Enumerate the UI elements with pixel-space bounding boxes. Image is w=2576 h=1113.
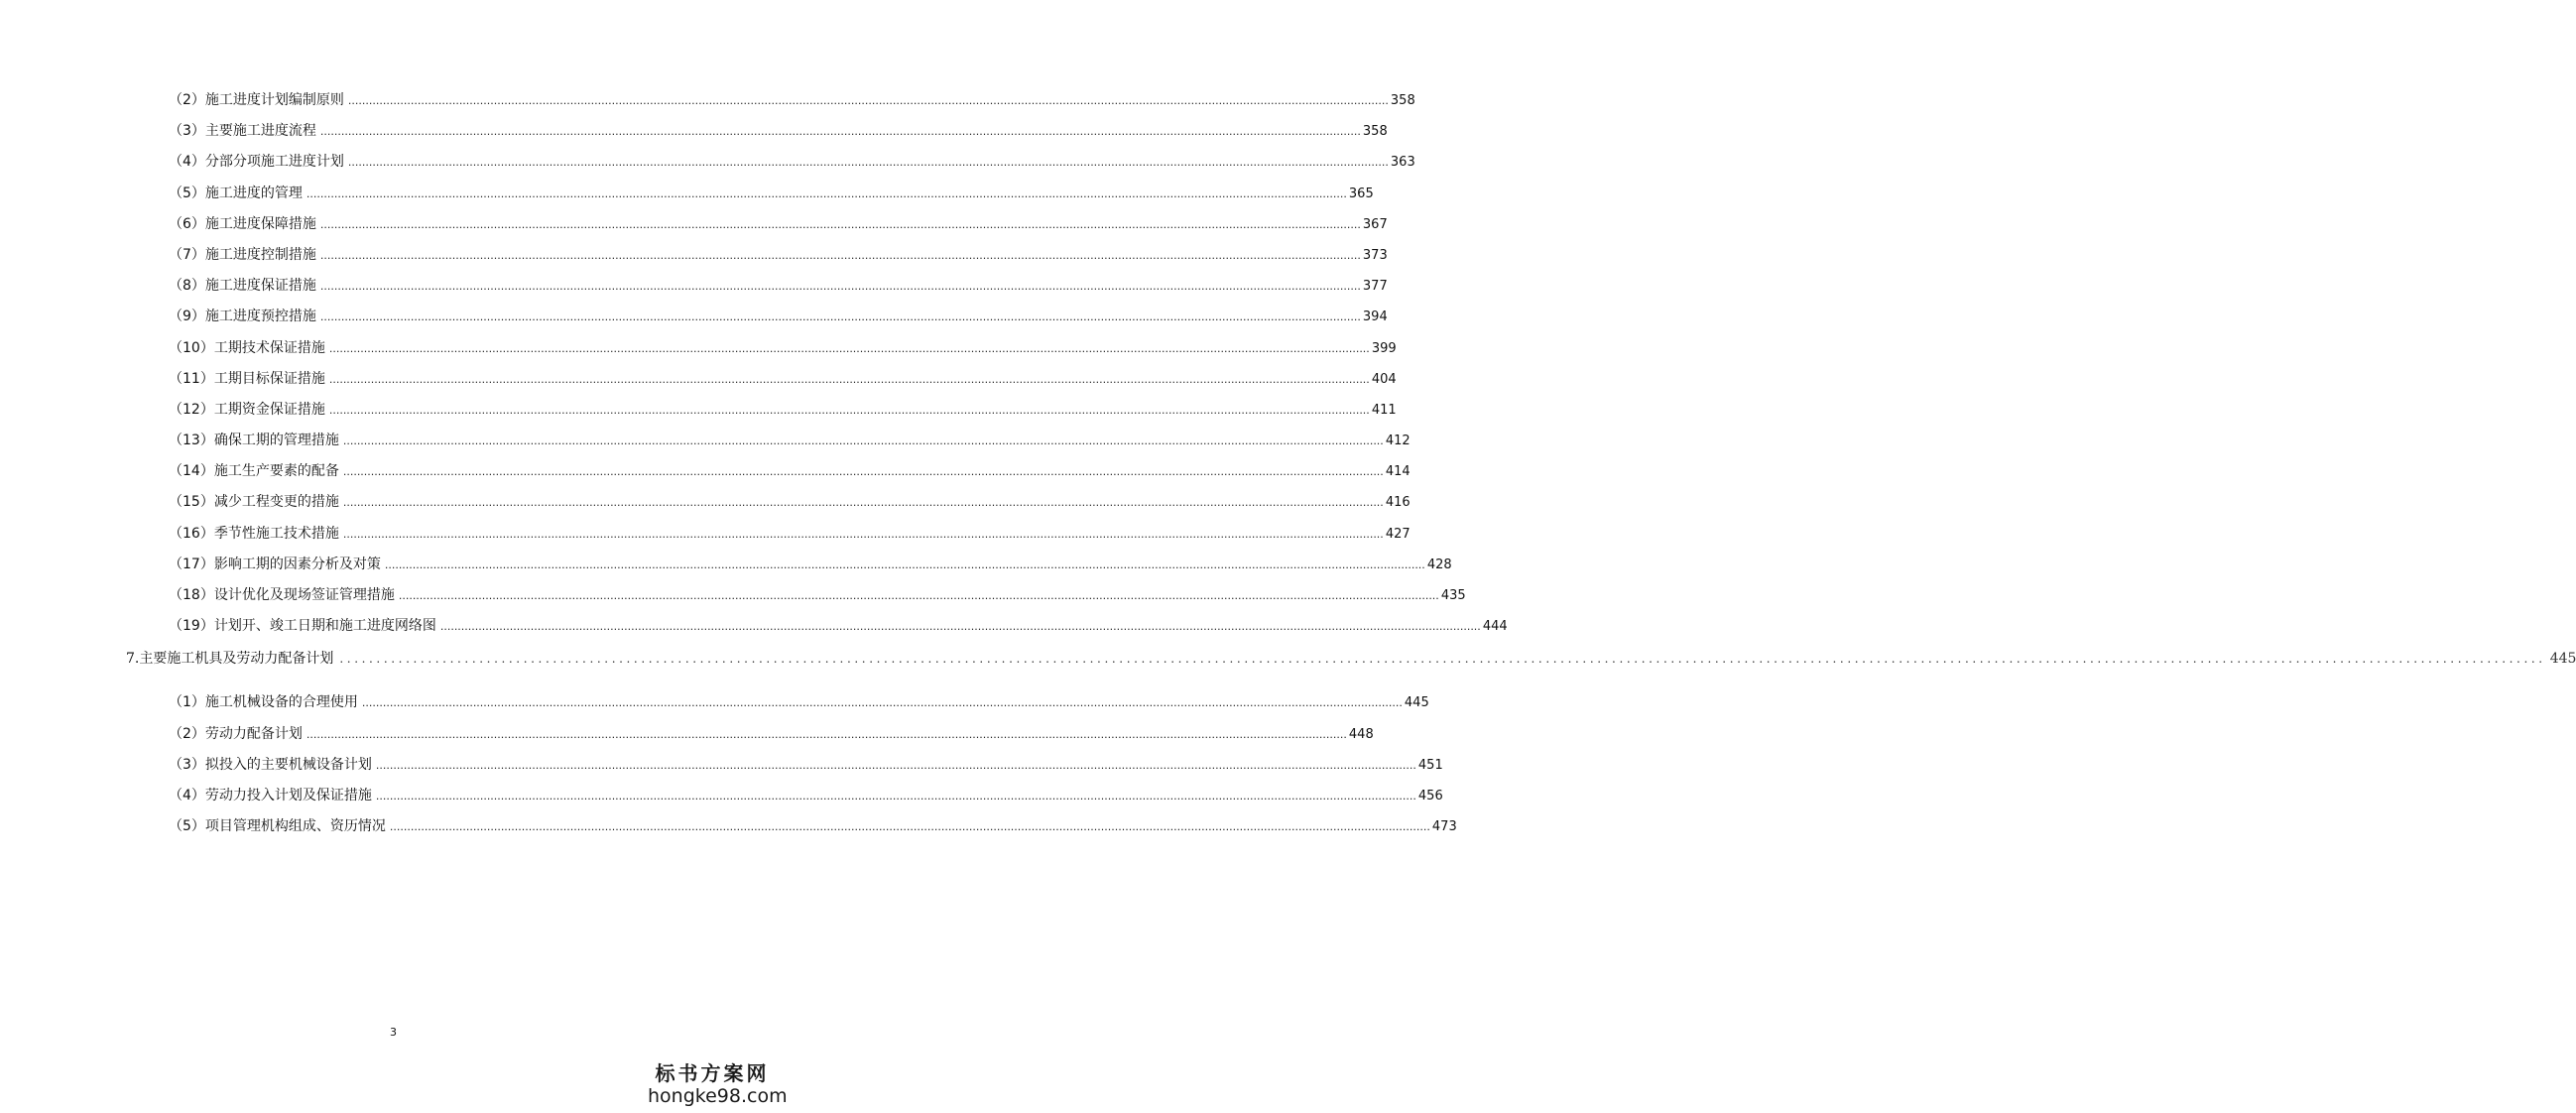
toc-entry-label: （19）计划开、竣工日期和施工进度网络图 bbox=[169, 618, 436, 635]
toc-entry-label: （1）施工机械设备的合理使用 bbox=[169, 694, 358, 711]
toc-dot-leader: ............................................................................................................................................................................................................................................................................................................ bbox=[328, 403, 1370, 417]
toc-entry-page: 394 bbox=[1362, 309, 1388, 325]
toc-entry-page: 404 bbox=[1371, 371, 1397, 387]
toc-entry-label: （4）劳动力投入计划及保证措施 bbox=[169, 787, 372, 804]
toc-entry-page: 358 bbox=[1362, 124, 1388, 140]
toc-entry[interactable] bbox=[0, 185, 1374, 215]
toc-dot-leader: ............................................................................................................................................................................................................................................................................................................ bbox=[306, 186, 1347, 200]
toc-dot-leader: ............................................................................................................................................................................................................................................................................................................ bbox=[319, 280, 1361, 294]
toc-entry-page: 373 bbox=[1362, 247, 1388, 263]
toc-entry-label: （11）工期目标保证措施 bbox=[169, 370, 325, 387]
toc-entry-label: （17）影响工期的因素分析及对策 bbox=[169, 556, 381, 572]
toc-dot-leader: ............................................................................................................................................................................................................................................................................................................ bbox=[361, 696, 1403, 710]
toc-entry-label: （2）劳动力配备计划 bbox=[169, 725, 303, 742]
toc-dot-leader: ............................................................................................................................................................................................................................................................................................................ bbox=[342, 434, 1384, 448]
toc-section-equipment-labor bbox=[0, 693, 1457, 848]
toc-dot-leader: ............................................................................................................................................................................................................................................................................................................ bbox=[439, 620, 1481, 634]
toc-dot-leader: ............................................................................................................................................................................................................................................................................................................ bbox=[342, 496, 1384, 510]
toc-entry-label: （14）施工生产要素的配备 bbox=[169, 463, 339, 480]
toc-entry-page: 365 bbox=[1348, 186, 1374, 201]
toc-entry-page: 367 bbox=[1362, 216, 1388, 232]
toc-dot-leader: ............................................................................................................................................................................................................................................................................................................ bbox=[328, 341, 1370, 355]
toc-entry-label: （13）确保工期的管理措施 bbox=[169, 433, 339, 449]
toc-entry[interactable] bbox=[0, 586, 1466, 617]
toc-entry-page: 435 bbox=[1440, 588, 1466, 603]
toc-entry-label: （18）设计优化及现场签证管理措施 bbox=[169, 587, 395, 603]
toc-dot-leader: ............................................................................................................................................................................................................................................................................................................ bbox=[375, 758, 1416, 772]
table-of-contents bbox=[0, 91, 2576, 848]
page-number: 3 bbox=[390, 1026, 397, 1039]
toc-entry-page: 414 bbox=[1385, 464, 1411, 480]
toc-entry-label: （9）施工进度预控措施 bbox=[169, 309, 316, 325]
toc-entry[interactable] bbox=[0, 756, 1443, 787]
toc-entry-page: 377 bbox=[1362, 279, 1388, 295]
toc-entry-label: （3）拟投入的主要机械设备计划 bbox=[169, 756, 372, 773]
toc-chapter-page: 445 bbox=[2549, 651, 2576, 668]
toc-dot-leader: ............................................................................................................................................................................................................................................................................................................ bbox=[319, 310, 1361, 324]
toc-entry[interactable] bbox=[0, 493, 1411, 524]
toc-dot-leader: ............................................................................................................................................................................................................................................................................................................ bbox=[347, 156, 1389, 170]
toc-dot-leader: ............................................................................................................................................................................................................................................................................................................ bbox=[384, 557, 1425, 571]
toc-chapter-entry[interactable] bbox=[0, 648, 2576, 693]
toc-entry[interactable] bbox=[0, 693, 1429, 724]
toc-dot-leader: ............................................................................................................................................................................................................................................................................................................ bbox=[342, 527, 1384, 541]
toc-entry-page: 363 bbox=[1390, 155, 1415, 171]
toc-entry[interactable] bbox=[0, 525, 1411, 556]
toc-entry[interactable] bbox=[0, 308, 1388, 338]
toc-entry-page: 448 bbox=[1348, 726, 1374, 742]
toc-entry-page: 412 bbox=[1385, 433, 1411, 449]
toc-dot-leader: ............................................................................................................................................................................................................................................................................................................ bbox=[339, 652, 2546, 667]
toc-entry-label: （5）施工进度的管理 bbox=[169, 185, 303, 201]
toc-chapter-label: 7.主要施工机具及劳动力配备计划 bbox=[126, 651, 334, 668]
toc-entry[interactable] bbox=[0, 91, 1415, 122]
toc-entry-page: 358 bbox=[1390, 93, 1415, 108]
toc-entry[interactable] bbox=[0, 462, 1411, 493]
toc-dot-leader: ............................................................................................................................................................................................................................................................................................................ bbox=[319, 125, 1361, 139]
toc-entry[interactable] bbox=[0, 432, 1411, 462]
toc-entry[interactable] bbox=[0, 787, 1443, 817]
toc-dot-leader: ............................................................................................................................................................................................................................................................................................................ bbox=[375, 789, 1416, 803]
toc-entry-page: 416 bbox=[1385, 495, 1411, 511]
toc-entry[interactable] bbox=[0, 617, 1508, 648]
toc-entry-label: （2）施工进度计划编制原则 bbox=[169, 92, 344, 108]
toc-entry-page: 399 bbox=[1371, 340, 1397, 356]
site-watermark bbox=[648, 1061, 788, 1107]
toc-entry-label: （7）施工进度控制措施 bbox=[169, 246, 316, 263]
toc-dot-leader: ............................................................................................................................................................................................................................................................................................................ bbox=[306, 727, 1347, 741]
toc-entry-page: 451 bbox=[1417, 757, 1443, 773]
toc-dot-leader: ............................................................................................................................................................................................................................................................................................................ bbox=[342, 465, 1384, 479]
toc-dot-leader: ............................................................................................................................................................................................................................................................................................................ bbox=[328, 372, 1370, 386]
toc-entry-page: 456 bbox=[1417, 788, 1443, 804]
toc-entry-label: （15）减少工程变更的措施 bbox=[169, 494, 339, 511]
toc-section-schedule bbox=[0, 91, 1508, 648]
toc-entry-label: （8）施工进度保证措施 bbox=[169, 278, 316, 295]
toc-dot-leader: ............................................................................................................................................................................................................................................................................................................ bbox=[347, 94, 1389, 107]
toc-entry[interactable] bbox=[0, 277, 1388, 308]
toc-entry-label: （3）主要施工进度流程 bbox=[169, 123, 316, 140]
toc-entry-page: 411 bbox=[1371, 402, 1397, 418]
toc-entry-label: （6）施工进度保障措施 bbox=[169, 215, 316, 232]
toc-entry[interactable] bbox=[0, 122, 1388, 153]
toc-entry-label: （12）工期资金保证措施 bbox=[169, 401, 325, 418]
watermark-url: hongke98.com bbox=[648, 1085, 788, 1107]
toc-entry[interactable] bbox=[0, 339, 1397, 370]
toc-entry[interactable] bbox=[0, 246, 1388, 277]
toc-entry-label: （16）季节性施工技术措施 bbox=[169, 525, 339, 542]
toc-entry[interactable] bbox=[0, 370, 1397, 401]
toc-entry-page: 473 bbox=[1431, 819, 1457, 835]
toc-entry[interactable] bbox=[0, 401, 1397, 432]
toc-entry-label: （10）工期技术保证措施 bbox=[169, 339, 325, 356]
toc-entry[interactable] bbox=[0, 817, 1457, 848]
toc-dot-leader: ............................................................................................................................................................................................................................................................................................................ bbox=[389, 820, 1430, 834]
toc-entry-label: （5）项目管理机构组成、资历情况 bbox=[169, 818, 386, 835]
toc-dot-leader: ............................................................................................................................................................................................................................................................................................................ bbox=[319, 217, 1361, 231]
toc-entry[interactable] bbox=[0, 215, 1388, 246]
toc-entry[interactable] bbox=[0, 556, 1452, 586]
watermark-brand: 标书方案网 bbox=[655, 1061, 770, 1085]
toc-entry-page: 428 bbox=[1426, 556, 1452, 572]
toc-entry-page: 445 bbox=[1404, 695, 1429, 711]
toc-entry[interactable] bbox=[0, 725, 1374, 756]
toc-dot-leader: ............................................................................................................................................................................................................................................................................................................ bbox=[398, 589, 1439, 602]
toc-entry-page: 444 bbox=[1482, 619, 1508, 635]
toc-entry[interactable] bbox=[0, 153, 1415, 184]
toc-entry-page: 427 bbox=[1385, 526, 1411, 542]
toc-entry-label: （4）分部分项施工进度计划 bbox=[169, 154, 344, 171]
toc-dot-leader: ............................................................................................................................................................................................................................................................................................................ bbox=[319, 248, 1361, 262]
